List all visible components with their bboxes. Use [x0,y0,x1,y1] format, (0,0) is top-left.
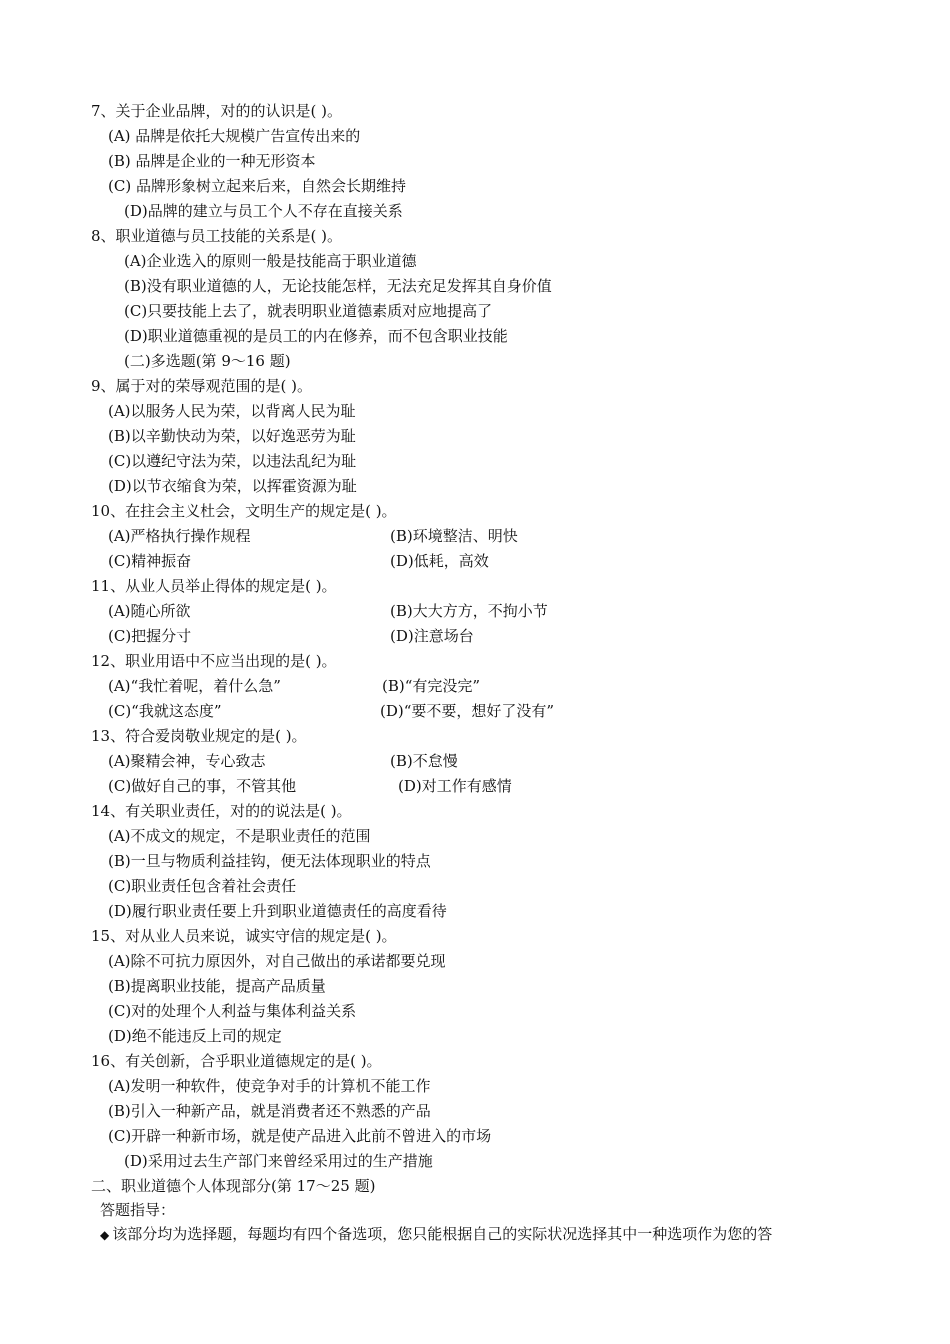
q14-option-b: (B)一旦与物质利益挂钩，便无法体现职业的特点 [108,852,431,870]
q12-option-b: (B)“有完没完” [382,677,481,695]
q12-option-c: (C)“我就这态度” [108,702,222,720]
q16-stem: 16、有关创新，合乎职业道德规定的是( )。 [91,1052,382,1070]
guide-bullet-line [100,1224,772,1245]
q10-stem: 10、在拄会主义杜会，文明生产的规定是( )。 [91,502,397,520]
q14-option-a: (A)不成文的规定，不是职业责任的范围 [108,827,371,845]
q11-option-a: (A)随心所欲 [108,602,191,620]
q15-option-a: (A)除不可抗力原因外，对自己做出的承诺都要兑现 [108,952,446,970]
q8-option-a: (A)企业选入的原则一般是技能高于职业道德 [124,252,417,270]
q15-option-c: (C)对的处理个人利益与集体利益关系 [108,1002,357,1020]
q7-option-a: (A) 品牌是依托大规模广告宣传出来的 [108,127,361,145]
q7-option-d: (D)品牌的建立与员工个人不存在直接关系 [124,202,403,220]
q10-option-d: (D)低耗，高效 [390,552,489,570]
guide-bullet-text: 该部分均为选择题，每题均有四个备选项，您只能根据自己的实际状况选择其中一种选项作为您的答 [112,1225,773,1243]
q15-option-b: (B)提离职业技能，提高产品质量 [108,977,326,995]
q12-option-d: (D)“要不要，想好了没有” [380,702,555,720]
q9-option-d: (D)以节衣缩食为荣，以挥霍资源为耻 [108,477,357,495]
q15-option-d: (D)绝不能违反上司的规定 [108,1027,282,1045]
q11-option-b: (B)大大方方，不拘小节 [390,602,548,620]
q8-option-d: (D)职业道德重视的是员工的内在修养，而不包含职业技能 [124,327,508,345]
q13-option-d: (D)对工作有感情 [398,777,512,795]
q14-option-c: (C)职业责任包含着社会责任 [108,877,297,895]
q9-option-c: (C)以遵纪守法为荣，以违法乱纪为耻 [108,452,357,470]
q11-option-d: (D)注意场台 [390,627,474,645]
q14-stem: 14、有关职业责任，对的的说法是( )。 [91,802,352,820]
q15-stem: 15、对从业人员来说，诚实守信的规定是( )。 [91,927,397,945]
q10-option-c: (C)精神振奋 [108,552,192,570]
q14-option-d: (D)履行职业责任要上升到职业道德责任的高度看待 [108,902,447,920]
q13-stem: 13、符合爱岗敬业规定的是( )。 [91,727,307,745]
q9-stem: 9、属于对的荣辱观范围的是( )。 [91,377,313,395]
q13-option-a: (A)聚精会神，专心致志 [108,752,266,770]
q7-stem: 7、关于企业品牌，对的的认识是( )。 [91,102,343,120]
q16-option-c: (C)开辟一种新市场，就是使产品进入此前不曾进入的市场 [108,1127,492,1145]
q16-option-a: (A)发明一种软件，使竞争对手的计算机不能工作 [108,1077,431,1095]
part2-title: 二、职业道德个人体现部分(第 17～25 题) [91,1177,376,1195]
q8-option-c: (C)只要技能上去了，就表明职业道德素质对应地提高了 [124,302,493,320]
q12-option-a: (A)“我忙着呢，着什么急” [108,677,281,695]
q7-option-b: (B) 品牌是企业的一种无形资本 [108,152,316,170]
q9-option-a: (A)以服务人民为荣，以背离人民为耻 [108,402,356,420]
q8-stem: 8、职业道德与员工技能的关系是( )。 [91,227,343,245]
q10-option-b: (B)环境整洁、明快 [390,527,518,545]
q7-option-c: (C) 品牌形象树立起来后来，自然会长期维持 [108,177,406,195]
q13-option-c: (C)做好自己的事，不管其他 [108,777,297,795]
diamond-bullet-icon: ◆ [100,1228,110,1242]
q16-option-b: (B)引入一种新产品，就是消费者还不熟悉的产品 [108,1102,431,1120]
answer-guide-label: 答题指导： [100,1201,176,1219]
q16-option-d: (D)采用过去生产部门来曾经采用过的生产措施 [124,1152,433,1170]
q10-option-a: (A)严格执行操作规程 [108,527,251,545]
section-multi-choice-heading: (二)多选题(第 9～16 题) [124,352,291,370]
q9-option-b: (B)以辛勤快动为荣，以好逸恶劳为耻 [108,427,356,445]
q8-option-b: (B)没有职业道德的人，无论技能怎样，无法充足发挥其自身价值 [124,277,552,295]
q13-option-b: (B)不怠慢 [390,752,458,770]
q12-stem: 12、职业用语中不应当出现的是( )。 [91,652,337,670]
q11-option-c: (C)把握分寸 [108,627,192,645]
q11-stem: 11、从业人员举止得体的规定是( )。 [91,577,337,595]
